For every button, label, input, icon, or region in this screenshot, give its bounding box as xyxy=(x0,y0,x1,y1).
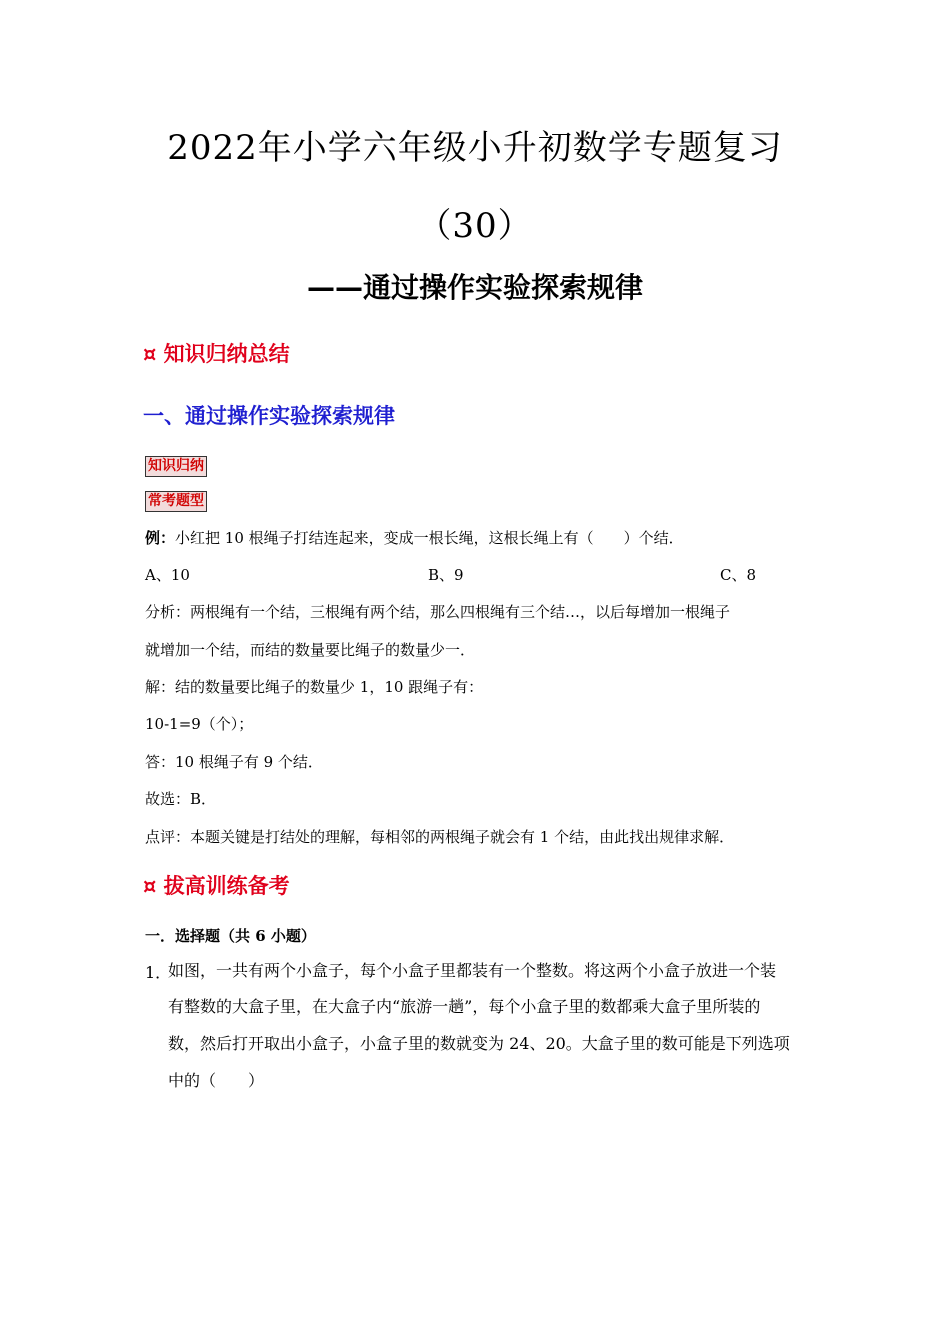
example-question xyxy=(145,528,684,548)
analysis-line-1: 分析：两根绳有一个结，三根绳有两个结，那么四根绳有三个结…，以后每增加一根绳子 xyxy=(145,603,731,621)
question-1-number: 1． xyxy=(145,963,172,982)
question-1-line-1: 如图，一共有两个小盒子，每个小盒子里都装有一个整数。将这两个小盒子放进一个装 xyxy=(168,961,777,980)
option-c: C、8 xyxy=(720,566,757,584)
solution-line-2: 10-1=9（个）； xyxy=(145,715,254,733)
comment-line: 点评：本题关键是打结处的理解，每相邻的两根绳子就会有 1 个结，由此找出规律求解． xyxy=(145,828,735,846)
document-subtitle: ——通过操作实验探索规律 xyxy=(306,271,643,304)
example-text: 小红把 10 根绳子打结连起来，变成一根长绳，这根长绳上有（ ）个结． xyxy=(175,529,684,547)
question-1-line-4: 中的（ ） xyxy=(168,1071,265,1090)
knowledge-summary-heading: ¤ 知识归纳总结 xyxy=(143,342,290,366)
question-1-line-3: 数，然后打开取出小盒子，小盒子里的数就变为 24、20。大盒子里的数可能是下列选项 xyxy=(168,1034,790,1053)
analysis-line-2: 就增加一个结，而结的数量要比绳子的数量少一． xyxy=(145,641,476,659)
answer-line: 答：10 根绳子有 9 个结． xyxy=(145,753,323,771)
topic-heading: 一、通过操作实验探索规律 xyxy=(143,404,395,428)
question-1-line-2: 有整数的大盒子里，在大盒子内“旅游一趟”，每个小盒子里的数都乘大盒子里所装的 xyxy=(168,997,761,1016)
option-a: A、10 xyxy=(145,566,190,584)
option-b: B、9 xyxy=(428,566,464,584)
document-title: 2022年小学六年级小升初数学专题复习 xyxy=(167,128,783,168)
practice-heading: ¤ 拔高训练备考 xyxy=(143,874,290,898)
document-title-number: （30） xyxy=(417,206,533,246)
common-question-tag: 常考题型 xyxy=(145,491,207,512)
choice-line: 故选：B． xyxy=(145,790,217,808)
multiple-choice-section-title: 一．选择题（共 6 小题） xyxy=(145,927,316,945)
solution-line-1: 解：结的数量要比绳子的数量少 1，10 跟绳子有： xyxy=(145,678,484,696)
knowledge-tag: 知识归纳 xyxy=(145,456,207,477)
example-label: 例： xyxy=(145,529,176,547)
